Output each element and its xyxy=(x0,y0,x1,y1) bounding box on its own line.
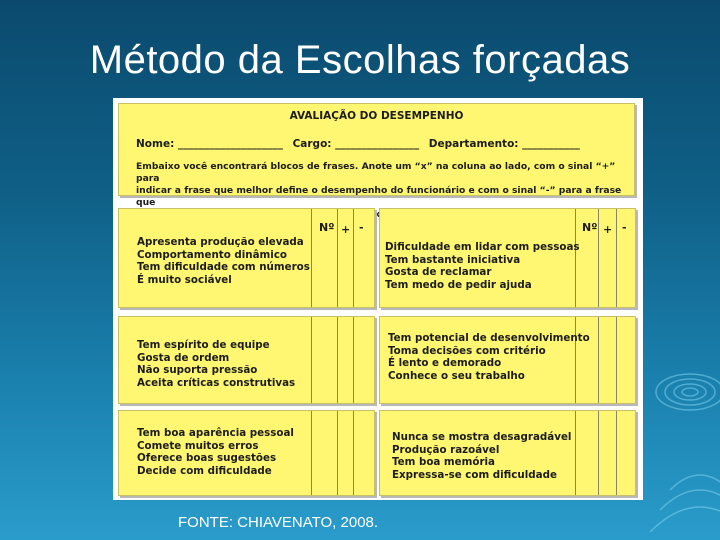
phrase-item: Tem potencial de desenvolvimento xyxy=(388,332,590,344)
column-divider xyxy=(337,209,338,307)
instructions-line: Embaixo você encontrará blocos de frases. Anote um “x” na coluna ao lado, com o sinal “+” para xyxy=(136,161,616,184)
phrase-list xyxy=(137,236,310,286)
phrase-item: Tem espírito de equipe xyxy=(137,339,270,351)
phrase-block xyxy=(118,208,375,308)
name-field: Nome: ____________________ xyxy=(136,138,283,150)
phrase-item: Produção razoável xyxy=(392,443,500,456)
minus-column-header: - xyxy=(359,221,364,234)
phrase-list xyxy=(137,427,294,477)
phrase-list xyxy=(392,431,571,481)
evaluation-form xyxy=(113,98,643,500)
phrase-item: Toma decisões com critério xyxy=(388,344,546,357)
minus-column-header: - xyxy=(622,221,627,234)
column-divider xyxy=(598,209,599,307)
phrase-item: Tem boa memória xyxy=(392,456,496,468)
phrase-item: Aceita críticas construtivas xyxy=(137,376,296,389)
phrase-block xyxy=(379,316,636,404)
phrase-item: Comportamento dinâmico xyxy=(137,248,287,261)
phrase-block xyxy=(379,208,636,308)
form-header-panel xyxy=(118,103,635,208)
phrase-item: Apresenta produção elevada xyxy=(137,236,304,248)
phrase-list xyxy=(385,241,580,291)
phrase-item: Conhece o seu trabalho xyxy=(388,369,525,382)
phrase-item: Expressa-se com dificuldade xyxy=(392,468,557,481)
column-divider xyxy=(353,209,354,307)
column-divider xyxy=(353,411,354,495)
plus-column-header: + xyxy=(603,223,613,236)
number-column-header: Nº xyxy=(319,221,335,234)
phrase-block xyxy=(379,410,636,496)
form-heading: AVALIAÇÃO DO DESEMPENHO xyxy=(289,110,464,122)
phrase-item: Decide com dificuldade xyxy=(137,464,272,477)
phrase-block xyxy=(118,316,375,404)
slide-title: Método da Escolhas forçadas xyxy=(89,38,631,82)
role-field: Cargo: ________________ xyxy=(292,138,420,150)
column-divider xyxy=(616,411,617,495)
phrase-item: Não suporta pressão xyxy=(137,364,258,376)
column-divider xyxy=(616,317,617,403)
phrase-list xyxy=(388,332,590,382)
column-divider xyxy=(353,317,354,403)
column-divider xyxy=(337,411,338,495)
water-ripple-icon xyxy=(640,370,720,540)
phrase-item: Comete muitos erros xyxy=(137,439,259,452)
column-divider xyxy=(616,209,617,307)
phrase-item: É lento e demorado xyxy=(388,357,502,369)
phrase-block xyxy=(118,410,375,496)
department-field: Departamento: ___________ xyxy=(428,138,580,150)
phrase-item: Tem medo de pedir ajuda xyxy=(385,278,532,291)
column-divider xyxy=(311,209,312,307)
phrase-item: Tem boa aparência pessoal xyxy=(137,427,294,439)
instructions-line: indicar a frase que melhor define o desempenho do funcionário e com o sinal “-” para a frase que xyxy=(136,185,622,208)
form-fields xyxy=(136,138,586,150)
column-divider xyxy=(598,317,599,403)
number-column-header: Nº xyxy=(582,221,598,234)
column-divider xyxy=(337,317,338,403)
phrase-list xyxy=(137,339,295,389)
phrase-item: Gosta de reclamar xyxy=(385,266,492,278)
column-divider xyxy=(311,317,312,403)
column-divider xyxy=(311,411,312,495)
column-divider xyxy=(575,411,576,495)
phrase-item: É muito sociável xyxy=(137,273,232,286)
phrase-item: Tem bastante iniciativa xyxy=(385,253,521,266)
phrase-item: Tem dificuldade com números xyxy=(137,261,310,273)
source-footer: FONTE: CHIAVENATO, 2008. xyxy=(178,514,379,531)
phrase-item: Nunca se mostra desagradável xyxy=(392,431,572,443)
plus-column-header: + xyxy=(341,223,351,236)
phrase-item: Dificuldade em lidar com pessoas xyxy=(385,241,580,253)
phrase-item: Gosta de ordem xyxy=(137,351,230,364)
column-divider xyxy=(598,411,599,495)
phrase-item: Oferece boas sugestões xyxy=(137,452,277,464)
